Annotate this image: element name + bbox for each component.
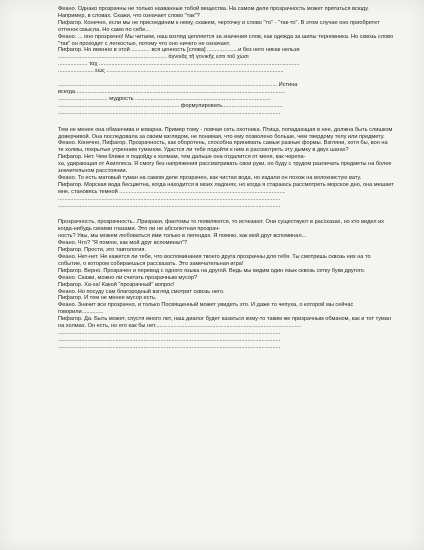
paragraph: Феано. Однако прозрачны не только названные тобой вещества. На самом деле прозрачность может прятаться всюду. Например, в словах. Скажи, что означает слово "так"? [58, 6, 369, 19]
fill-in-lines-2 [58, 196, 394, 210]
paragraph: Пифагор. Верно. Прозрачен и перевод с одного языка на другой. Ведь мы видим один язык сквозь сетку букв другого. [58, 267, 366, 274]
paragraph: Пифагор. Морская вода бесцветна, когда находится в моих ладонях, но когда я стараюсь рассмотреть морское дно, она мешает мне, становясь темной ........................................................................................................... [58, 181, 394, 195]
paragraph: Феано. ... оно прозрачно! Мы читаем, наш взгляд цепляется за значения слов, как одежда за шипы терновника. Но сквозь слово "так" он проходит с легкостью, потому что оно ничего не означает. [58, 33, 394, 47]
paragraph: Пифагор. Да. Быть может, спустя много лет, наш диалог будет казаться кому-то таким же призрачным обманом, как и тот туман на холмах. Он есть, но его как бы нет.............................................................................................. [58, 316, 391, 330]
paragraph: Феано. Но посуду сам благородный взгляд смотрит сквозь него. [58, 288, 225, 295]
paragraph: Пифагор. Нет. Чем ближе я подойду к холмам, тем дальше она отдалится от меня, как черепа- [58, 154, 306, 161]
paragraph: Тем не менее она обманчива и коварна. Пример тому - ловчая сеть охотника. Птица, попадающая в нее, должна быть слишком доверчивой. Она последовала за своим взглядом, не понимая, что ему позволено больше, чем твердому телу или предмету. [58, 126, 393, 140]
dotted-line: всегда....................................................................................................................................... [58, 88, 285, 95]
dotted-line: ............................................................................................................................................... [58, 343, 281, 350]
paragraph: Феано. То есть матовый туман на самом деле прозрачен, как чистая вода, но издали он похож на волокнистую вату. [58, 174, 362, 181]
paragraph: Пифагор. Прости, это тавтология. [58, 247, 146, 254]
dotted-line: ................... ταχ ................................................................................................................................. [58, 61, 300, 68]
paragraph: Феано. Конечно, Пифагор. Прозрачность, как оборотень, способна принимать самые разные формы. Взгляни, хотя бы, вон на те холмы, покрытые утренним туманом. Удастся ли тебе подойти к ним и рассмотреть эту дымку в двух шагах? [58, 140, 388, 154]
dialogue-block-3 [58, 219, 394, 330]
paragraph: Пифагор. И тем не менее мусор есть. [58, 295, 157, 302]
dialogue-block-2 [58, 127, 394, 196]
dotted-line: ....................... ἐώς .................................................................................................................. [58, 68, 284, 75]
fill-in-lines-1 [58, 61, 394, 116]
paragraph: Феано. Скажи, можно ли считать прозрачным мусор? [58, 274, 198, 281]
dotted-line: ............................................................................................................................................... [58, 202, 281, 209]
dotted-line: ............................................................................................................................................. Истина [58, 82, 298, 89]
dotted-line: ................................ мудрость ....................................................................................... [58, 95, 271, 102]
fill-in-lines-3 [58, 330, 394, 351]
dotted-line: .............................................................................. формулировать....................................... [58, 102, 283, 109]
paragraph: Прозрачность, прозрачность...Призраки, фантомы то появляются, то исчезают. Они существуют в рассказах, но кто видел их когда-нибудь своими глазами. Это ли не абсолютная прозрач- [58, 219, 385, 233]
dotted-line: ............................................................................................................................................... [58, 336, 281, 343]
dotted-line: ............................................................................................................................................... [58, 195, 281, 202]
paragraph: ха, удирающая от Ахиллеса. Я смогу без напряжения рассматривать свои руки, но буду с трудом различать предметы на более значительном расстоянии. [58, 161, 392, 175]
paragraph: Феано. Нет-нет. Не кажется ли тебе, что воспоминания твоего друга прозрачны для тебя. Ты смотришь сквозь них на то событие, о котором собираешься рассказать. Это замечательная игра! [58, 254, 371, 267]
dotted-line: ............................................................................................................................................... [58, 329, 281, 336]
paragraph: Пифагор. Конечно, если мы не присоединим к нему, скажем, черточку и слово "то" - "так-то". В этом случае оно приобретет оттенок смысла. Но само по себе... [58, 19, 380, 33]
paragraph: ность? Увы, мы можем любоваться ими только в легендах. Я помню, как мой друг вспоминал... [58, 233, 307, 240]
dotted-line: ............................................................................................................................................... [58, 109, 281, 116]
paragraph: Феано. Что? "Я помню, как мой друг вспоминал"? [58, 240, 188, 247]
paragraph: Пифагор. Ха-ха! Какой "прозрачный" вопрос! [58, 281, 175, 288]
paragraph: Пифагор. Но именно в этой ............ вся ценность [слова] ....................и без него никак нельзя ...................................................................... άγνοιᾶς τῆ γονικῆς εστι τοῦ χώσι [58, 47, 300, 61]
paragraph: Феано. Значит все прозрачно, и только Посвященный может увидеть это. И даже то чепуха, о которой мы сейчас говорили.............. [58, 302, 354, 316]
dialogue-block-1 [58, 6, 394, 61]
